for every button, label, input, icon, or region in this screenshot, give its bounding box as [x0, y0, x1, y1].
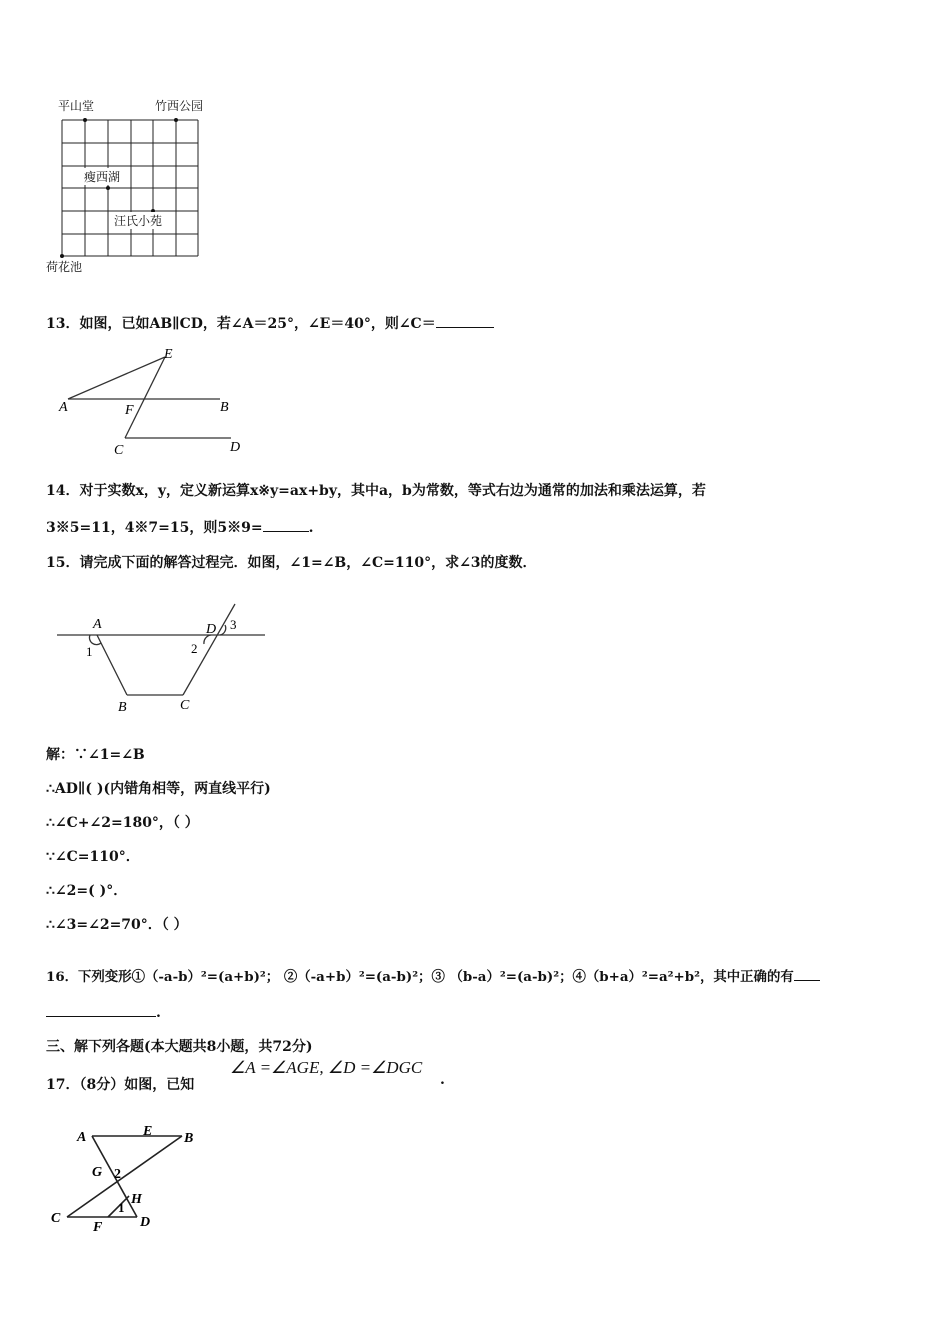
- fig17-label-g: G: [92, 1165, 103, 1180]
- fig15-label-c: C: [180, 698, 190, 713]
- question-14-line1: 14．对于实数x，y，定义新运算x※y=ax+by，其中a，b为常数，等式右边为通常的加法和乘法运算，若: [46, 483, 706, 499]
- question-14-line2-text: 3※5=11，4※7=15，则5※9=: [46, 520, 263, 536]
- fig15-label-b: B: [118, 700, 127, 715]
- question-16-line2: [46, 1002, 161, 1021]
- section-3-title: 三、解下列各题(本大题共8小题，共72分): [46, 1039, 313, 1055]
- fig17-label-2: 2: [114, 1167, 121, 1182]
- fig15-label-d: D: [206, 622, 217, 637]
- question-17-end: .: [440, 1072, 445, 1088]
- question-13: [46, 313, 494, 333]
- fig15-label-3: 3: [230, 617, 237, 632]
- question-14-line2-end: .: [308, 520, 314, 536]
- fig15-label-a: A: [93, 617, 102, 632]
- solution-line-6: ∴∠3=∠2=70°．（ ）: [46, 917, 188, 933]
- question-16-text: 16．下列变形①（-a-b）²=(a+b)²； ②（-a+b）²=(a-b)²；③ （b-a）²=(a-b)²；④（b+a）²=a²+b²，其中正确的有: [46, 969, 794, 985]
- point-zhuxi: [174, 118, 178, 122]
- fig13-label-b: B: [220, 400, 229, 415]
- figure-17: [45, 1118, 215, 1236]
- answer-blank-13[interactable]: [436, 313, 494, 328]
- answer-blank-16a[interactable]: [794, 966, 820, 981]
- figure-13: [55, 342, 255, 460]
- fig17-label-d: D: [140, 1215, 151, 1230]
- fig13-label-e: E: [164, 347, 173, 362]
- question-16-line1: [46, 966, 820, 985]
- fig17-label-e: E: [143, 1124, 153, 1139]
- fig17-label-h: H: [131, 1192, 142, 1207]
- fig17-label-b: B: [184, 1131, 194, 1146]
- solution-line-4: ∵∠C=110°．: [46, 849, 140, 865]
- solution-line-3: ∴∠C+∠2=180°，（ ）: [46, 815, 199, 831]
- solution-line-1: 解：∵∠1=∠B: [46, 747, 145, 763]
- answer-blank-14[interactable]: [263, 517, 309, 532]
- label-hehua: 荷花池: [46, 260, 83, 274]
- figure-15: [50, 600, 280, 720]
- question-16-end: .: [156, 1005, 161, 1021]
- question-17: 17．（8分）如图，已知: [46, 1077, 195, 1093]
- fig17-label-f: F: [93, 1220, 103, 1235]
- fig17-label-1: 1: [118, 1200, 125, 1215]
- question-13-text: 13．如图，已如AB∥CD，若∠A＝25°，∠E＝40°，则∠C＝: [46, 316, 436, 332]
- solution-line-5: ∴∠2=( )°．: [46, 883, 128, 899]
- point-shouxi: [106, 186, 110, 190]
- fig15-label-2: 2: [191, 641, 198, 656]
- fig13-label-a: A: [59, 400, 68, 415]
- point-pingshan: [83, 118, 87, 122]
- solution-line-2: ∴AD∥( )(内错角相等，两直线平行): [46, 781, 271, 797]
- answer-blank-16b[interactable]: [46, 1002, 156, 1017]
- fig17-label-c: C: [51, 1211, 61, 1226]
- map-figure: [40, 92, 220, 282]
- label-pingshan: 平山堂: [58, 99, 95, 113]
- label-zhuxi: 竹西公园: [155, 99, 204, 113]
- fig13-label-d: D: [230, 440, 241, 455]
- question-15: 15．请完成下面的解答过程完．如图，∠1=∠B，∠C=110°，求∠3的度数．: [46, 555, 537, 571]
- map-grid: [40, 92, 220, 282]
- fig17-label-a: A: [77, 1130, 87, 1145]
- fig15-label-1: 1: [86, 644, 93, 659]
- fig13-label-f: F: [125, 403, 134, 418]
- fig13-label-c: C: [114, 443, 124, 458]
- label-wangshi: 汪氏小苑: [114, 214, 163, 228]
- question-14-line2: [46, 517, 313, 537]
- question-17-formula: ∠A =∠AGE, ∠D =∠DGC: [230, 1058, 423, 1077]
- label-shouxi: 瘦西湖: [84, 170, 121, 184]
